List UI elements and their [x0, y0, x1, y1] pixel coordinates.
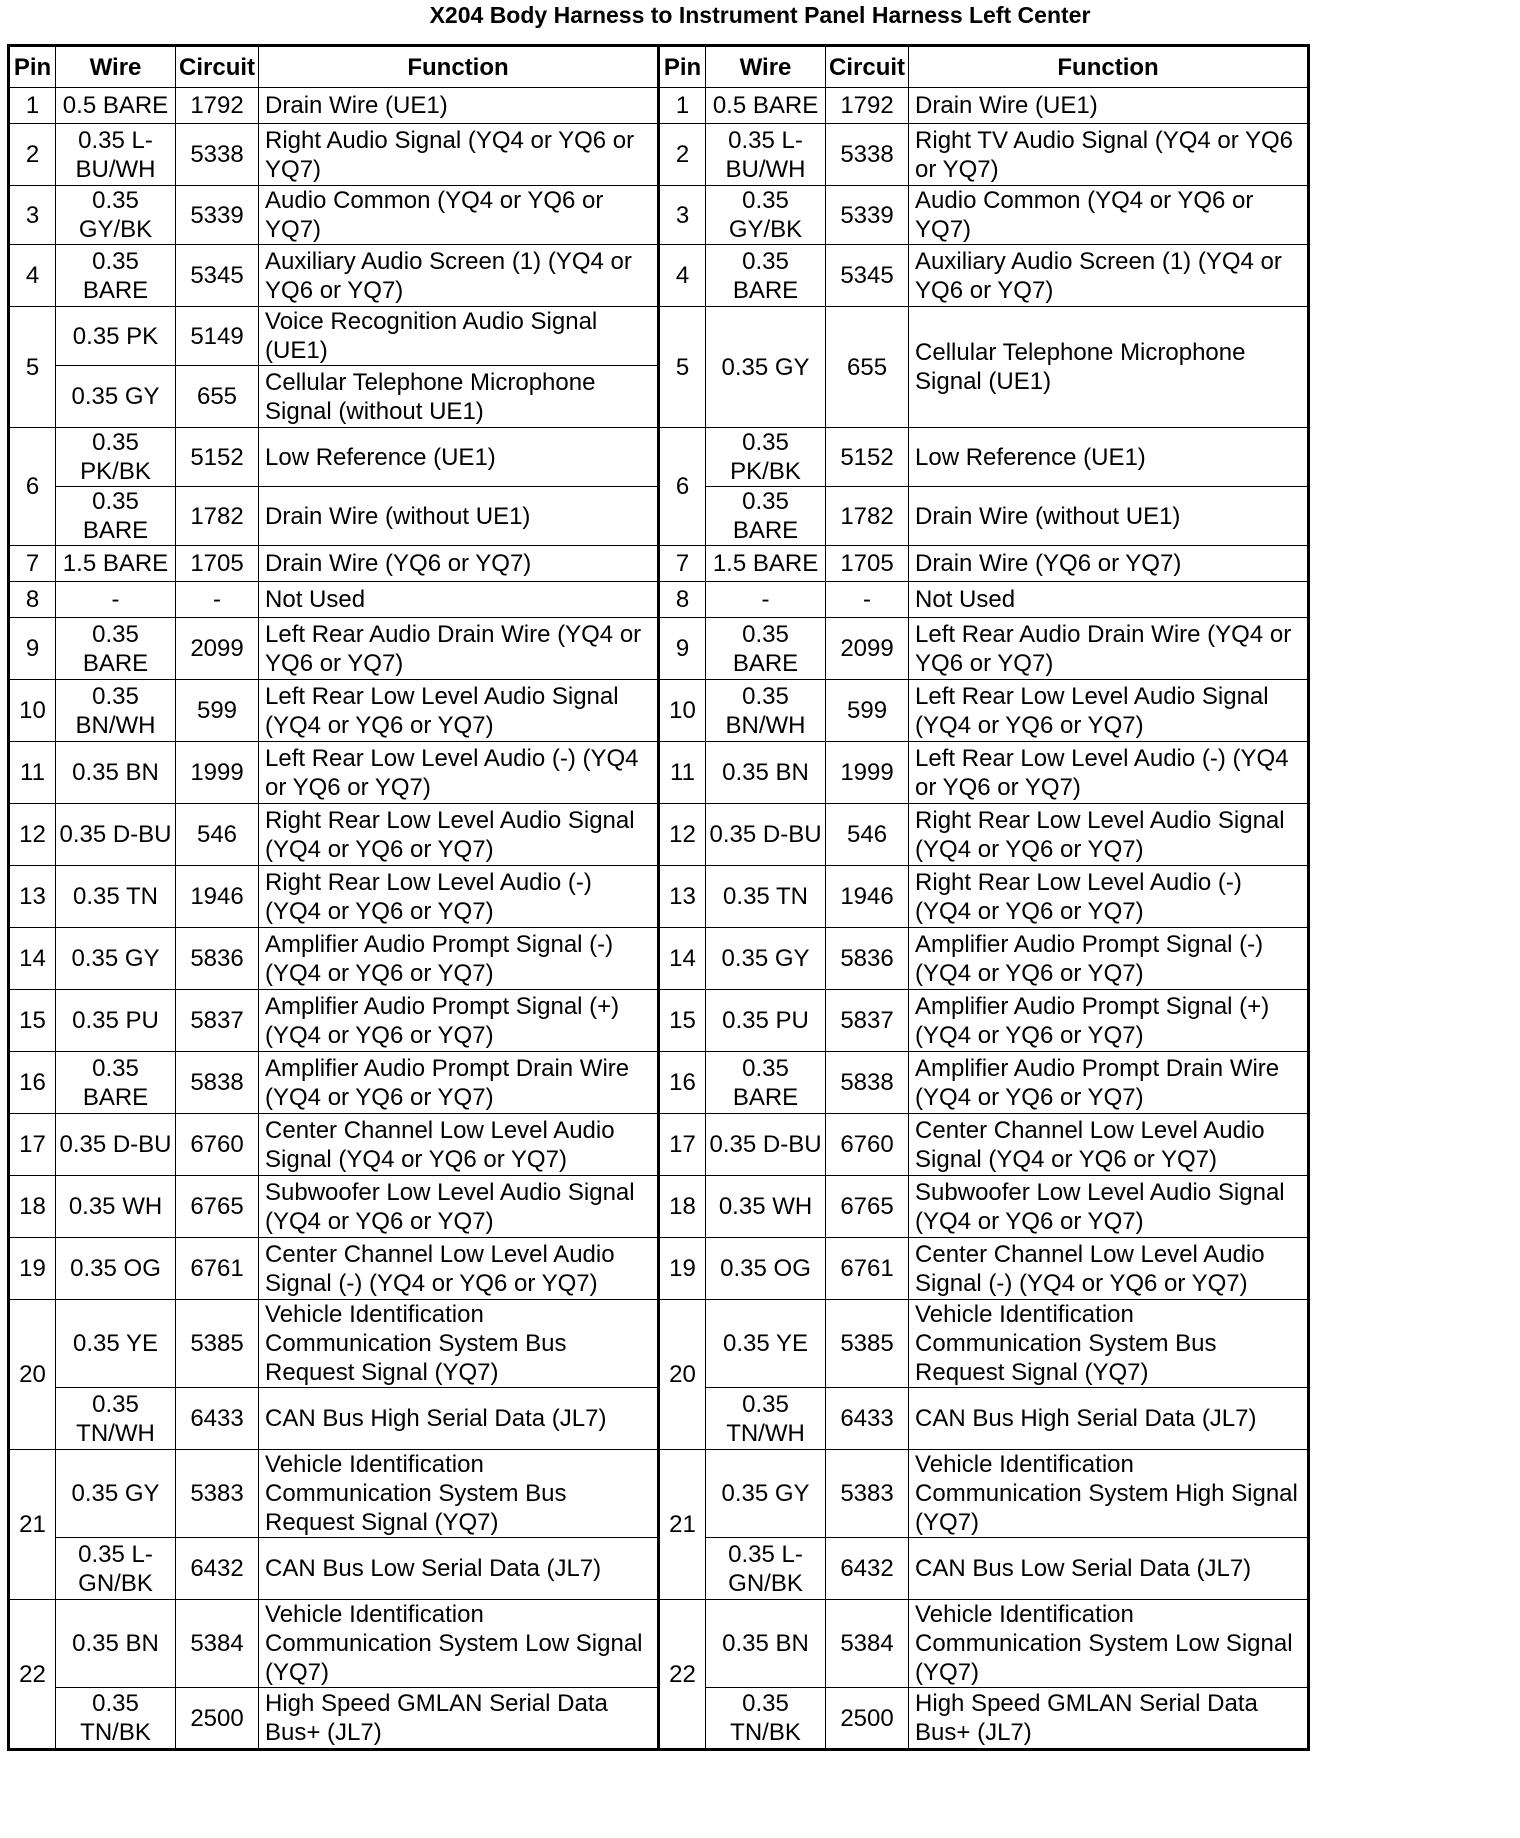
wire-cell: 0.35 GY	[56, 366, 176, 428]
wire-cell: 0.35 GY	[706, 928, 826, 990]
pin-cell: 22	[9, 1600, 56, 1750]
circuit-cell: 5384	[826, 1600, 909, 1688]
circuit-cell: 5837	[826, 990, 909, 1052]
table-row	[9, 990, 1309, 1052]
pin-cell: 2	[9, 124, 56, 186]
function-cell: Auxiliary Audio Screen (1) (YQ4 or YQ6 or YQ7)	[909, 245, 1309, 307]
circuit-cell: 5836	[176, 928, 259, 990]
function-cell: Right Audio Signal (YQ4 or YQ6 or YQ7)	[259, 124, 659, 186]
table-row	[9, 1238, 1309, 1300]
header-wire: Wire	[56, 46, 176, 88]
wire-cell: 0.35 L-GN/BK	[706, 1538, 826, 1600]
wire-cell: 0.35 BN	[56, 1600, 176, 1688]
pin-cell: 21	[659, 1450, 706, 1600]
circuit-cell: 5338	[176, 124, 259, 186]
pin-cell: 11	[9, 742, 56, 804]
function-cell: High Speed GMLAN Serial Data Bus+ (JL7)	[909, 1688, 1309, 1750]
pin-cell: 17	[9, 1114, 56, 1176]
wire-cell: 0.35 TN	[706, 866, 826, 928]
pin-cell: 21	[9, 1450, 56, 1600]
wire-cell: 0.35 PK	[56, 307, 176, 366]
function-cell: Subwoofer Low Level Audio Signal (YQ4 or YQ6 or YQ7)	[259, 1176, 659, 1238]
table-row	[9, 428, 1309, 487]
pin-cell: 22	[659, 1600, 706, 1750]
wire-cell: 0.35 BN/WH	[706, 680, 826, 742]
circuit-cell: 1705	[826, 546, 909, 582]
function-cell: Drain Wire (without UE1)	[259, 487, 659, 546]
circuit-cell: 5339	[176, 186, 259, 245]
table-row	[9, 928, 1309, 990]
pin-cell: 4	[9, 245, 56, 307]
function-cell: Center Channel Low Level Audio Signal (YQ4 or YQ6 or YQ7)	[259, 1114, 659, 1176]
circuit-cell: 5345	[826, 245, 909, 307]
circuit-cell: 2099	[176, 618, 259, 680]
function-cell: Amplifier Audio Prompt Drain Wire (YQ4 or YQ6 or YQ7)	[259, 1052, 659, 1114]
header-circuit: Circuit	[176, 46, 259, 88]
pin-cell: 18	[659, 1176, 706, 1238]
circuit-cell: 655	[826, 307, 909, 428]
wire-cell: 0.35 BN/WH	[56, 680, 176, 742]
pin-cell: 6	[9, 428, 56, 546]
wire-cell: 0.35 PU	[706, 990, 826, 1052]
function-cell: CAN Bus High Serial Data (JL7)	[909, 1388, 1309, 1450]
wire-cell: 0.35 L-GN/BK	[56, 1538, 176, 1600]
pin-cell: 15	[659, 990, 706, 1052]
circuit-cell: 546	[176, 804, 259, 866]
pin-cell: 15	[9, 990, 56, 1052]
pin-cell: 16	[9, 1052, 56, 1114]
wire-cell: 1.5 BARE	[706, 546, 826, 582]
wire-cell: -	[706, 582, 826, 618]
header-wire: Wire	[706, 46, 826, 88]
function-cell: CAN Bus Low Serial Data (JL7)	[259, 1538, 659, 1600]
function-cell: Vehicle Identification Communication System Bus Request Signal (YQ7)	[909, 1300, 1309, 1388]
circuit-cell: 6433	[826, 1388, 909, 1450]
function-cell: Vehicle Identification Communication System Low Signal (YQ7)	[909, 1600, 1309, 1688]
circuit-cell: 2500	[826, 1688, 909, 1750]
circuit-cell: 5385	[826, 1300, 909, 1388]
pin-cell: 12	[9, 804, 56, 866]
function-cell: Right Rear Low Level Audio (-) (YQ4 or YQ6 or YQ7)	[259, 866, 659, 928]
function-cell: Left Rear Audio Drain Wire (YQ4 or YQ6 or YQ7)	[909, 618, 1309, 680]
pin-cell: 9	[9, 618, 56, 680]
wire-cell: 1.5 BARE	[56, 546, 176, 582]
header-function: Function	[259, 46, 659, 88]
circuit-cell: 5383	[176, 1450, 259, 1538]
wire-cell: 0.35 BN	[706, 1600, 826, 1688]
function-cell: Drain Wire (YQ6 or YQ7)	[909, 546, 1309, 582]
wire-cell: 0.35 YE	[706, 1300, 826, 1388]
circuit-cell: 546	[826, 804, 909, 866]
circuit-cell: 5384	[176, 1600, 259, 1688]
function-cell: Vehicle Identification Communication System Bus Request Signal (YQ7)	[259, 1300, 659, 1388]
function-cell: High Speed GMLAN Serial Data Bus+ (JL7)	[259, 1688, 659, 1750]
circuit-cell: 655	[176, 366, 259, 428]
function-cell: Audio Common (YQ4 or YQ6 or YQ7)	[259, 186, 659, 245]
circuit-cell: 5385	[176, 1300, 259, 1388]
function-cell: Cellular Telephone Microphone Signal (UE1)	[909, 307, 1309, 428]
circuit-cell: 5149	[176, 307, 259, 366]
wire-cell: 0.35 GY	[706, 1450, 826, 1538]
circuit-cell: 5837	[176, 990, 259, 1052]
function-cell: Cellular Telephone Microphone Signal (without UE1)	[259, 366, 659, 428]
table-row	[9, 582, 1309, 618]
wire-cell: 0.35 GY	[56, 1450, 176, 1538]
function-cell: Left Rear Low Level Audio Signal (YQ4 or YQ6 or YQ7)	[909, 680, 1309, 742]
circuit-cell: 2099	[826, 618, 909, 680]
wire-cell: 0.35 BARE	[56, 618, 176, 680]
pin-cell: 20	[659, 1300, 706, 1450]
circuit-cell: 5152	[176, 428, 259, 487]
wire-cell: 0.35 L-BU/WH	[56, 124, 176, 186]
wire-cell: 0.35 TN/WH	[56, 1388, 176, 1450]
circuit-cell: 6760	[176, 1114, 259, 1176]
function-cell: Vehicle Identification Communication System High Signal (YQ7)	[909, 1450, 1309, 1538]
function-cell: Left Rear Audio Drain Wire (YQ4 or YQ6 or YQ7)	[259, 618, 659, 680]
wire-cell: 0.35 YE	[56, 1300, 176, 1388]
wire-cell: 0.35 BARE	[706, 245, 826, 307]
pin-cell: 11	[659, 742, 706, 804]
circuit-cell: 1782	[826, 487, 909, 546]
function-cell: Vehicle Identification Communication System Low Signal (YQ7)	[259, 1600, 659, 1688]
function-cell: Low Reference (UE1)	[259, 428, 659, 487]
document-title: X204 Body Harness to Instrument Panel Harness Left Center	[429, 2, 1091, 28]
table-row	[9, 618, 1309, 680]
pin-cell: 6	[659, 428, 706, 546]
table-row	[9, 742, 1309, 804]
wire-cell: 0.35 GY	[56, 928, 176, 990]
function-cell: Drain Wire (without UE1)	[909, 487, 1309, 546]
circuit-cell: 599	[826, 680, 909, 742]
pin-cell: 19	[659, 1238, 706, 1300]
circuit-cell: 6433	[176, 1388, 259, 1450]
function-cell: Amplifier Audio Prompt Drain Wire (YQ4 or YQ6 or YQ7)	[909, 1052, 1309, 1114]
pin-cell: 18	[9, 1176, 56, 1238]
function-cell: Right TV Audio Signal (YQ4 or YQ6 or YQ7)	[909, 124, 1309, 186]
function-cell: CAN Bus Low Serial Data (JL7)	[909, 1538, 1309, 1600]
function-cell: Auxiliary Audio Screen (1) (YQ4 or YQ6 or YQ7)	[259, 245, 659, 307]
table-row	[9, 866, 1309, 928]
header-function: Function	[909, 46, 1309, 88]
header-circuit: Circuit	[826, 46, 909, 88]
pin-cell: 5	[9, 307, 56, 428]
function-cell: Drain Wire (YQ6 or YQ7)	[259, 546, 659, 582]
function-cell: Drain Wire (UE1)	[909, 88, 1309, 124]
circuit-cell: 5836	[826, 928, 909, 990]
circuit-cell: -	[826, 582, 909, 618]
table-row	[9, 186, 1309, 245]
wire-cell: 0.35 BARE	[56, 487, 176, 546]
table-row	[9, 245, 1309, 307]
function-cell: Not Used	[259, 582, 659, 618]
circuit-cell: 6432	[826, 1538, 909, 1600]
wire-cell: 0.35 BARE	[56, 1052, 176, 1114]
wire-cell: 0.35 WH	[56, 1176, 176, 1238]
function-cell: Drain Wire (UE1)	[259, 88, 659, 124]
function-cell: Left Rear Low Level Audio (-) (YQ4 or YQ6 or YQ7)	[909, 742, 1309, 804]
circuit-cell: 6765	[826, 1176, 909, 1238]
function-cell: Vehicle Identification Communication System Bus Request Signal (YQ7)	[259, 1450, 659, 1538]
circuit-cell: 5345	[176, 245, 259, 307]
circuit-cell: 1946	[176, 866, 259, 928]
pin-cell: 1	[659, 88, 706, 124]
function-cell: Right Rear Low Level Audio (-) (YQ4 or YQ6 or YQ7)	[909, 866, 1309, 928]
header-pin: Pin	[659, 46, 706, 88]
circuit-cell: 1792	[826, 88, 909, 124]
wire-cell: 0.35 PK/BK	[706, 428, 826, 487]
function-cell: Center Channel Low Level Audio Signal (-) (YQ4 or YQ6 or YQ7)	[259, 1238, 659, 1300]
pin-cell: 14	[9, 928, 56, 990]
wire-cell: 0.35 PK/BK	[56, 428, 176, 487]
function-cell: Left Rear Low Level Audio Signal (YQ4 or YQ6 or YQ7)	[259, 680, 659, 742]
wire-cell: 0.35 BARE	[706, 1052, 826, 1114]
pin-cell: 4	[659, 245, 706, 307]
circuit-cell: 6761	[176, 1238, 259, 1300]
header-row	[9, 46, 1309, 88]
circuit-cell: 1705	[176, 546, 259, 582]
pin-cell: 7	[659, 546, 706, 582]
pin-cell: 1	[9, 88, 56, 124]
wire-cell: 0.35 BN	[56, 742, 176, 804]
wire-cell: 0.35 GY	[706, 307, 826, 428]
circuit-cell: 1946	[826, 866, 909, 928]
wire-cell: 0.35 TN/WH	[706, 1388, 826, 1450]
circuit-cell: 1999	[176, 742, 259, 804]
circuit-cell: 5383	[826, 1450, 909, 1538]
wire-cell: 0.5 BARE	[706, 88, 826, 124]
pin-cell: 16	[659, 1052, 706, 1114]
table-row	[9, 88, 1309, 124]
pin-cell: 5	[659, 307, 706, 428]
pin-cell: 8	[659, 582, 706, 618]
function-cell: Center Channel Low Level Audio Signal (-) (YQ4 or YQ6 or YQ7)	[909, 1238, 1309, 1300]
circuit-cell: 5838	[826, 1052, 909, 1114]
circuit-cell: 6765	[176, 1176, 259, 1238]
circuit-cell: 6760	[826, 1114, 909, 1176]
function-cell: Low Reference (UE1)	[909, 428, 1309, 487]
pin-cell: 10	[9, 680, 56, 742]
function-cell: Amplifier Audio Prompt Signal (+) (YQ4 or YQ6 or YQ7)	[909, 990, 1309, 1052]
function-cell: Right Rear Low Level Audio Signal (YQ4 or YQ6 or YQ7)	[259, 804, 659, 866]
wire-cell: 0.35 D-BU	[56, 1114, 176, 1176]
wire-cell: 0.35 BARE	[706, 487, 826, 546]
pin-cell: 10	[659, 680, 706, 742]
table-row	[9, 124, 1309, 186]
table-row	[9, 1450, 1309, 1538]
table-row	[9, 1176, 1309, 1238]
pin-cell: 14	[659, 928, 706, 990]
function-cell: Center Channel Low Level Audio Signal (YQ4 or YQ6 or YQ7)	[909, 1114, 1309, 1176]
wire-cell: 0.35 BARE	[706, 618, 826, 680]
table-row	[9, 307, 1309, 366]
function-cell: Amplifier Audio Prompt Signal (+) (YQ4 or YQ6 or YQ7)	[259, 990, 659, 1052]
pinout-table	[7, 44, 1310, 1751]
circuit-cell: 1792	[176, 88, 259, 124]
wire-cell: 0.35 OG	[706, 1238, 826, 1300]
pin-cell: 9	[659, 618, 706, 680]
pin-cell: 3	[659, 186, 706, 245]
function-cell: Voice Recognition Audio Signal (UE1)	[259, 307, 659, 366]
function-cell: CAN Bus High Serial Data (JL7)	[259, 1388, 659, 1450]
wire-cell: 0.35 PU	[56, 990, 176, 1052]
wire-cell: 0.35 GY/BK	[706, 186, 826, 245]
pin-cell: 19	[9, 1238, 56, 1300]
wire-cell: 0.35 D-BU	[706, 1114, 826, 1176]
pin-cell: 17	[659, 1114, 706, 1176]
table-row	[9, 1052, 1309, 1114]
circuit-cell: 1782	[176, 487, 259, 546]
wire-cell: 0.35 TN/BK	[56, 1688, 176, 1750]
wire-cell: 0.35 WH	[706, 1176, 826, 1238]
wire-cell: 0.5 BARE	[56, 88, 176, 124]
pin-cell: 13	[659, 866, 706, 928]
pin-cell: 20	[9, 1300, 56, 1450]
circuit-cell: 6432	[176, 1538, 259, 1600]
pin-cell: 12	[659, 804, 706, 866]
wire-cell: 0.35 BARE	[56, 245, 176, 307]
header-pin: Pin	[9, 46, 56, 88]
circuit-cell: 5339	[826, 186, 909, 245]
function-cell: Amplifier Audio Prompt Signal (-) (YQ4 or YQ6 or YQ7)	[909, 928, 1309, 990]
pin-cell: 3	[9, 186, 56, 245]
function-cell: Audio Common (YQ4 or YQ6 or YQ7)	[909, 186, 1309, 245]
function-cell: Not Used	[909, 582, 1309, 618]
pin-cell: 8	[9, 582, 56, 618]
circuit-cell: 599	[176, 680, 259, 742]
pin-cell: 13	[9, 866, 56, 928]
wire-cell: 0.35 D-BU	[56, 804, 176, 866]
function-cell: Amplifier Audio Prompt Signal (-) (YQ4 or YQ6 or YQ7)	[259, 928, 659, 990]
wire-cell: -	[56, 582, 176, 618]
circuit-cell: 5838	[176, 1052, 259, 1114]
table-row	[9, 1600, 1309, 1688]
circuit-cell: 2500	[176, 1688, 259, 1750]
table-row	[9, 1300, 1309, 1388]
wire-cell: 0.35 D-BU	[706, 804, 826, 866]
table-row	[9, 546, 1309, 582]
wire-cell: 0.35 GY/BK	[56, 186, 176, 245]
wire-cell: 0.35 OG	[56, 1238, 176, 1300]
wire-cell: 0.35 TN/BK	[706, 1688, 826, 1750]
function-cell: Right Rear Low Level Audio Signal (YQ4 or YQ6 or YQ7)	[909, 804, 1309, 866]
function-cell: Left Rear Low Level Audio (-) (YQ4 or YQ6 or YQ7)	[259, 742, 659, 804]
circuit-cell: -	[176, 582, 259, 618]
circuit-cell: 5338	[826, 124, 909, 186]
table-row	[9, 680, 1309, 742]
wire-cell: 0.35 BN	[706, 742, 826, 804]
function-cell: Subwoofer Low Level Audio Signal (YQ4 or YQ6 or YQ7)	[909, 1176, 1309, 1238]
pin-cell: 2	[659, 124, 706, 186]
wire-cell: 0.35 TN	[56, 866, 176, 928]
circuit-cell: 6761	[826, 1238, 909, 1300]
wire-cell: 0.35 L-BU/WH	[706, 124, 826, 186]
circuit-cell: 1999	[826, 742, 909, 804]
pin-cell: 7	[9, 546, 56, 582]
circuit-cell: 5152	[826, 428, 909, 487]
table-row	[9, 1114, 1309, 1176]
table-row	[9, 804, 1309, 866]
